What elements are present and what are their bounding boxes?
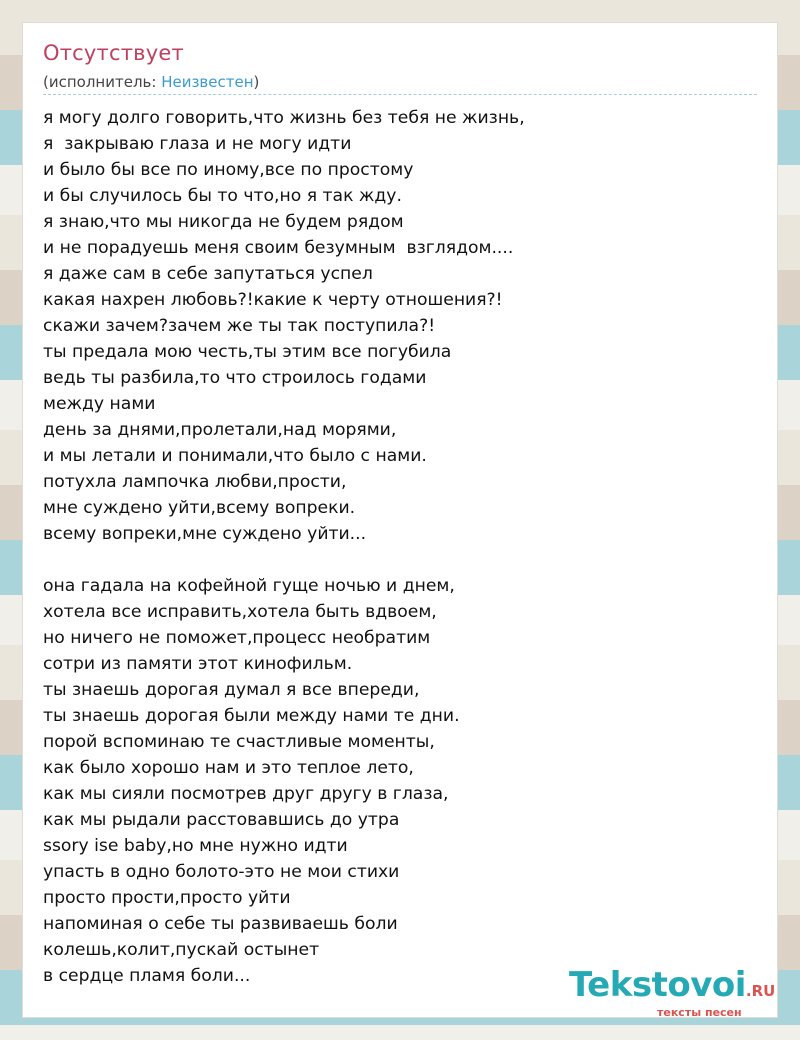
- lyric-line: просто прости,просто уйти: [43, 888, 291, 908]
- lyrics-page: [22, 22, 778, 1018]
- lyric-line: я даже сам в себе запутаться успел: [43, 264, 373, 284]
- lyric-line: потухла лампочка любви,прости,: [43, 472, 347, 492]
- lyric-line: ты знаешь дорогая были между нами те дни.: [43, 706, 460, 726]
- lyric-line: напоминая о себе ты развиваешь боли: [43, 914, 398, 934]
- site-logo[interactable]: [569, 965, 776, 1019]
- lyric-line: я могу долго говорить,что жизнь без тебя не жизнь,: [43, 108, 525, 128]
- lyric-line: как мы сияли посмотрев друг другу в глаза,: [43, 784, 449, 804]
- lyric-line: в сердце пламя боли...: [43, 966, 251, 986]
- logo-main-text: Tekstovoi: [569, 965, 746, 1005]
- lyric-line: она гадала на кофейной гуще ночью и днем,: [43, 576, 455, 596]
- lyric-line: упасть в одно болото-это не мои стихи: [43, 862, 400, 882]
- lyric-line: какая нахрен любовь?!какие к черту отношения?!: [43, 290, 503, 310]
- lyric-line: всему вопреки,мне суждено уйти...: [43, 524, 367, 544]
- lyric-line: сотри из памяти этот кинофильм.: [43, 654, 353, 674]
- lyric-line: день за днями,пролетали,над морями,: [43, 420, 397, 440]
- lyric-line: ты предала мою честь,ты этим все погубила: [43, 342, 452, 362]
- lyric-line: ведь ты разбила,то что строилось годами: [43, 368, 427, 388]
- lyric-line: между нами: [43, 394, 156, 414]
- logo-tld: .RU: [745, 982, 776, 1000]
- lyric-line: скажи зачем?зачем же ты так поступила?!: [43, 316, 436, 336]
- performer-link[interactable]: Неизвестен: [161, 73, 254, 91]
- lyric-line: и мы летали и понимали,что было с нами.: [43, 446, 427, 466]
- lyric-line: как мы рыдали расстовавшись до утра: [43, 810, 400, 830]
- lyrics-text: [43, 105, 763, 989]
- performer-prefix: (исполнитель:: [43, 73, 162, 91]
- song-title: Отсутствует: [43, 41, 184, 65]
- lyric-line: и бы случилось бы то что,но я так жду.: [43, 186, 402, 206]
- lyric-line: хотела все исправить,хотела быть вдвоем,: [43, 602, 437, 622]
- lyric-line: ssory ise baby,но мне нужно идти: [43, 836, 348, 856]
- lyric-line: и не порадуешь меня своим безумным взглядом....: [43, 238, 514, 258]
- lyric-line: я закрываю глаза и не могу идти: [43, 134, 352, 154]
- logo-tagline: тексты песен: [657, 1006, 742, 1019]
- lyric-line: колешь,колит,пускай остынет: [43, 940, 320, 960]
- performer-line: [43, 73, 259, 91]
- lyric-line: порой вспоминаю те счастливые моменты,: [43, 732, 435, 752]
- performer-suffix: ): [253, 73, 260, 91]
- lyric-line: и было бы все по иному,все по простому: [43, 160, 414, 180]
- lyric-line: но ничего не поможет,процесс необратим: [43, 628, 431, 648]
- lyric-line: [43, 547, 763, 573]
- lyric-line: как было хорошо нам и это теплое лето,: [43, 758, 414, 778]
- title-divider: [43, 94, 757, 95]
- lyric-line: я знаю,что мы никогда не будем рядом: [43, 212, 404, 232]
- lyric-line: мне суждено уйти,всему вопреки.: [43, 498, 356, 518]
- lyric-line: ты знаешь дорогая думал я все впереди,: [43, 680, 420, 700]
